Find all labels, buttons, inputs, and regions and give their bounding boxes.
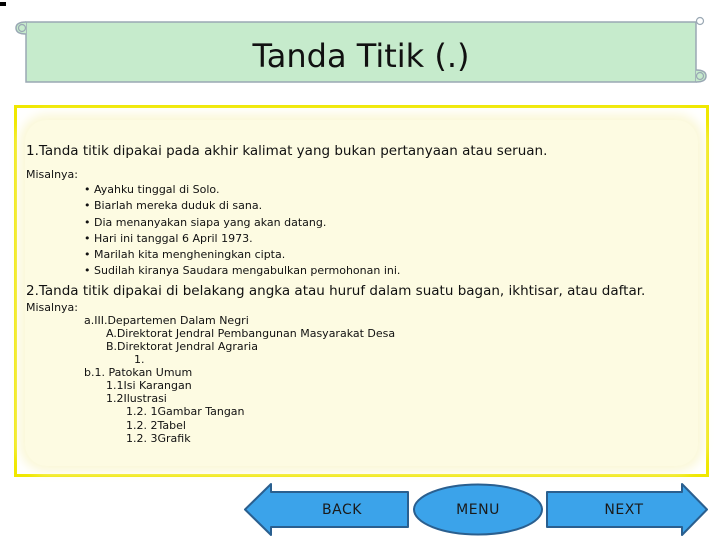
back-button[interactable] bbox=[243, 482, 411, 537]
list-item: • Sudilah kiranya Saudara mengabulkan permohonan ini. bbox=[84, 263, 686, 279]
list-item: • Dia menanyakan siapa yang akan datang. bbox=[84, 215, 686, 231]
rule-2-outline bbox=[26, 314, 686, 445]
rule-1-misal-label: Misalnya: bbox=[26, 168, 79, 181]
list-item: • Hari ini tanggal 6 April 1973. bbox=[84, 231, 686, 247]
list-item: • Biarlah mereka duduk di sana. bbox=[84, 198, 686, 214]
next-button[interactable] bbox=[545, 482, 709, 537]
outline-item: 1.2Ilustrasi bbox=[106, 392, 167, 406]
outline-item: B.Direktorat Jendral Agraria bbox=[106, 339, 258, 353]
outline-item: 1.2. 3Grafik bbox=[126, 431, 191, 445]
outline-item: b.1. Patokan Umum bbox=[84, 366, 193, 380]
slide-title: Tanda Titik (.) bbox=[252, 37, 470, 75]
list-item: • Marilah kita mengheningkan cipta. bbox=[84, 247, 686, 263]
menu-button[interactable] bbox=[411, 482, 545, 537]
rule-1-heading: 1.Tanda titik dipakai pada akhir kalimat yang bukan pertanyaan atau seruan. bbox=[26, 143, 548, 159]
outline-item: a.III.Departemen Dalam Negri bbox=[84, 313, 249, 327]
outline-item: A.Direktorat Jendral Pembangunan Masyarakat Desa bbox=[106, 326, 396, 340]
back-button-label: BACK bbox=[322, 501, 362, 518]
title-banner bbox=[12, 14, 710, 94]
outline-item: 1.1Isi Karangan bbox=[106, 379, 192, 393]
list-item: • Ayahku tinggal di Solo. bbox=[84, 182, 686, 198]
corner-mark bbox=[0, 2, 6, 6]
next-button-label: NEXT bbox=[604, 501, 644, 518]
outline-item: 1.2. 2Tabel bbox=[126, 418, 186, 432]
content-body bbox=[26, 143, 686, 445]
rule-1-examples bbox=[26, 182, 686, 280]
rule-2-misal-label: Misalnya: bbox=[26, 300, 79, 314]
menu-button-label: MENU bbox=[456, 501, 500, 518]
rule-2-heading: 2.Tanda titik dipakai di belakang angka atau huruf dalam suatu bagan, ikhtisar, atau daftar. bbox=[26, 282, 646, 299]
outline-item: 1.2. 1Gambar Tangan bbox=[126, 405, 245, 419]
outline-item: 1. bbox=[134, 353, 145, 367]
